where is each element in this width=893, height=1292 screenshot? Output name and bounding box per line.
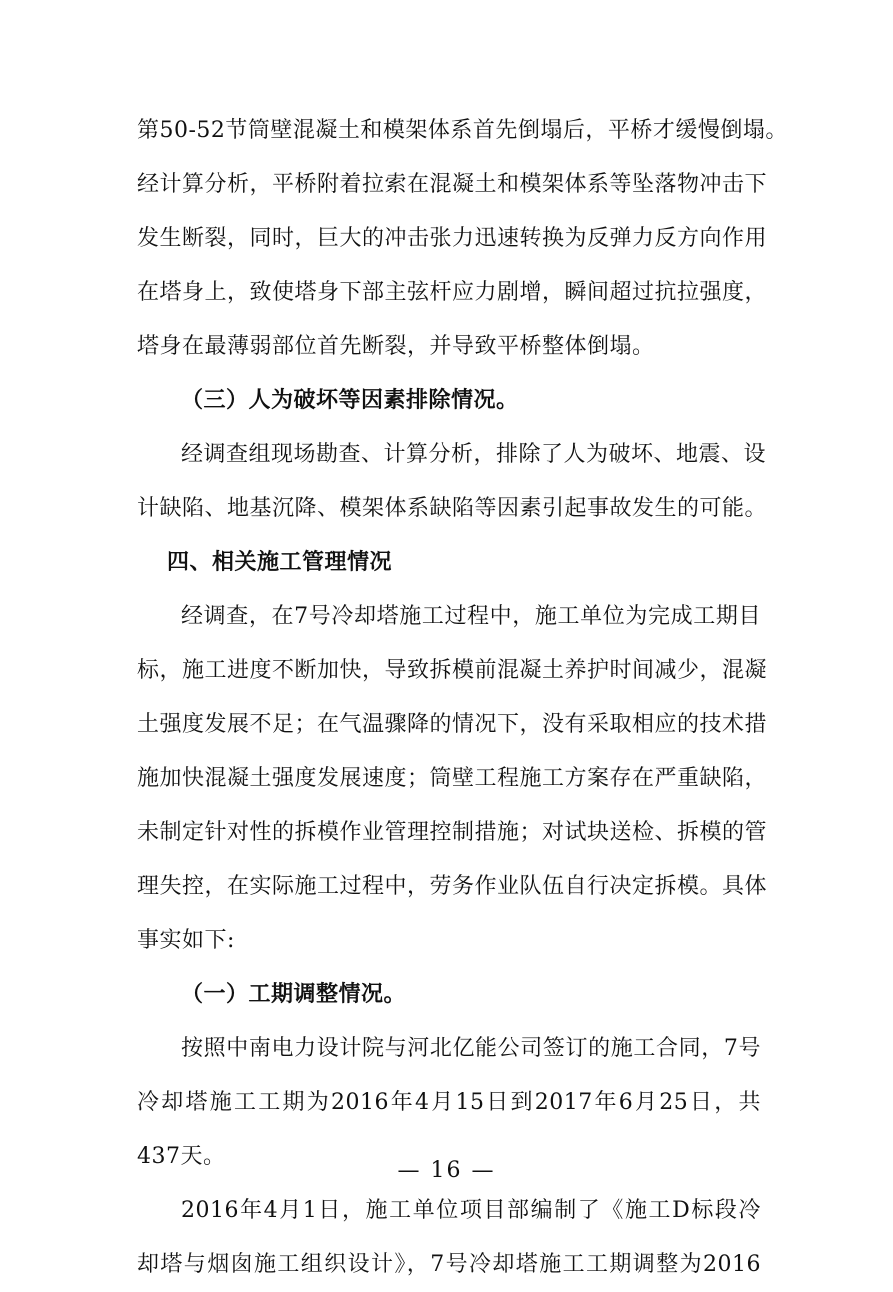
paragraph-line: 事实如下: — [137, 928, 235, 953]
paragraph-line: 理失控，在实际施工过程中，劳务作业队伍自行决定拆模。具体 — [137, 874, 768, 899]
section-heading: 四、相关施工管理情况 — [167, 550, 393, 575]
document-body — [137, 104, 788, 1292]
paragraph-line: 2016年4月1日，施工单位项目部编制了《施工D标段冷 — [181, 1198, 761, 1223]
paragraph-line: 经调查组现场勘查、计算分析，排除了人为破坏、地震、设 — [181, 442, 767, 467]
paragraph-line: 施加快混凝土强度发展速度；筒壁工程施工方案存在严重缺陷， — [137, 766, 768, 791]
paragraph-line: 土强度发展不足；在气温骤降的情况下，没有采取相应的技术措 — [137, 712, 768, 737]
paragraph-line: 标，施工进度不断加快，导致拆模前混凝土养护时间减少，混凝 — [137, 658, 768, 683]
paragraph-line: 冷却塔施工工期为2016年4月15日到2017年6月25日，共 — [137, 1090, 761, 1115]
paragraph-line: 发生断裂，同时，巨大的冲击张力迅速转换为反弹力反方向作用 — [137, 226, 768, 251]
paragraph-line: 按照中南电力设计院与河北亿能公司签订的施工合同，7号 — [181, 1036, 761, 1061]
section-heading: （一）工期调整情况。 — [181, 982, 407, 1007]
page-number: — 16 — — [397, 1158, 496, 1183]
paragraph-line: 未制定针对性的拆模作业管理控制措施；对试块送检、拆模的管 — [137, 820, 768, 845]
paragraph-line: 在塔身上，致使塔身下部主弦杆应力剧增，瞬间超过抗拉强度， — [137, 280, 768, 305]
paragraph-line: 计缺陷、地基沉降、模架体系缺陷等因素引起事故发生的可能。 — [137, 496, 768, 521]
paragraph-line: 经调查，在7号冷却塔施工过程中，施工单位为完成工期目 — [181, 604, 761, 629]
paragraph-line: 却塔与烟囱施工组织设计》，7号冷却塔施工工期调整为2016 — [137, 1252, 761, 1277]
section-heading: （三）人为破坏等因素排除情况。 — [181, 388, 519, 413]
paragraph-line: 经计算分析，平桥附着拉索在混凝土和模架体系等坠落物冲击下 — [137, 172, 768, 197]
paragraph-line: 塔身在最薄弱部位首先断裂，并导致平桥整体倒塌。 — [137, 334, 655, 359]
paragraph-line: 第50-52节筒壁混凝土和模架体系首先倒塌后，平桥才缓慢倒塌。 — [137, 118, 788, 143]
paragraph-line: 437天。 — [137, 1144, 226, 1169]
